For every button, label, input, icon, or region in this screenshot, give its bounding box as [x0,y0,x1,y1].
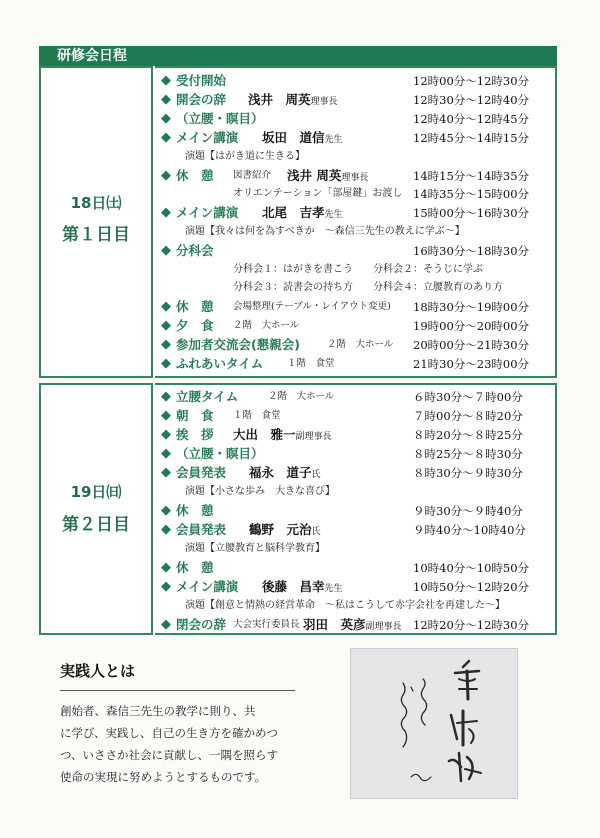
schedule-line [155,167,555,185]
event-time: ９時40分～10時40分 [413,523,526,537]
event-title: （立腰・瞑目） [176,111,264,126]
diamond-icon: ◆ [161,356,171,371]
speaker-name: 福永 道子氏 [249,465,321,480]
event-time: 12時45分～14時15分 [413,131,530,145]
calligraphy-image [350,648,518,799]
diamond-icon: ◆ [161,503,171,518]
schedule-line [155,426,555,444]
topic-text: 演題【創意と情熱の経営革命 ～私はこうして赤字会社を再建した～】 [185,600,505,611]
speaker-name: 浅井 周英理事長 [287,168,369,183]
event-title: 参加者交流会(懇親会) [176,337,300,352]
event-note: １階 食堂 [287,358,335,369]
event-title: 挨 拶 [176,427,214,442]
event-time: 10時40分～10時50分 [413,561,530,575]
event-time: 16時30分～18時30分 [413,244,530,258]
event-time: 21時30分～23時00分 [413,357,530,371]
diamond-icon: ◆ [161,617,171,632]
event-title: 会員発表 [176,522,227,537]
event-title: 分科会 [176,243,214,258]
schedule-line [155,355,555,373]
event-time: 12時30分～12時40分 [413,93,530,107]
calligraphy-strokes [351,649,517,798]
speaker-name: 羽田 英彦副理事長 [303,617,402,632]
diamond-icon: ◆ [161,243,171,258]
schedule-line [155,72,555,90]
event-title: ふれあいタイム [176,356,264,371]
event-time: 15時00分～16時30分 [413,206,530,220]
schedule-line [155,298,555,316]
diamond-icon: ◆ [161,427,171,442]
schedule-line [155,521,555,539]
event-note: ２階 大ホール [327,339,394,350]
event-time: ８時20分～８時25分 [413,428,523,442]
intro-line: 使命の実現に努めようとするものです。 [60,770,267,784]
event-title: 受付開始 [176,73,227,88]
breakout-sessions [155,261,555,279]
schedule-line [155,336,555,354]
event-title: （立腰・瞑目） [176,446,264,461]
event-title: 休 憩 [176,503,214,518]
day-2-date: 19日㈰ [70,483,122,501]
speaker-name: 坂田 道信先生 [262,130,343,145]
schedule-line [155,204,555,222]
event-title: 休 憩 [176,168,214,183]
event-time: 14時15分～14時35分 [413,169,530,183]
event-time: 19時00分～20時00分 [413,319,530,333]
speaker-name: 浅井 周英理事長 [248,92,338,107]
event-note: オリエンテーション「部屋鍵」お渡し [233,188,403,199]
schedule-line [155,110,555,128]
topic-text: 演題【立腰教育と脳科学教育】 [185,543,325,554]
intro-line: つ、いささか社会に貢献し、一隅を照らす [60,748,279,762]
speaker-honorific: 先生 [324,584,343,594]
schedule-line [155,185,555,203]
diamond-icon: ◆ [161,168,171,183]
event-title: 休 憩 [176,560,214,575]
event-title: 閉会の辞 [176,617,227,632]
day-1-panel [39,66,153,378]
lecture-topic [155,223,555,241]
event-title: 開会の辞 [176,92,227,107]
diamond-icon: ◆ [161,465,171,480]
event-title: 会員発表 [176,465,227,480]
intro-line: 創始者、森信三先生の教学に則り、共 [60,704,256,718]
diamond-icon: ◆ [161,92,171,107]
speaker-honorific: 理事長 [310,97,338,107]
speaker-honorific: 氏 [311,527,321,537]
event-time: 12時40分～12時45分 [413,112,530,126]
topic-text: 演題【小さな歩み 大きな喜び】 [185,486,335,497]
speaker-honorific: 氏 [311,470,321,480]
schedule-line [155,388,555,406]
speaker-honorific: 先生 [324,210,343,220]
diamond-icon: ◆ [161,389,171,404]
day-2-panel [39,383,153,635]
schedule-line [155,578,555,596]
intro-heading: 実践人とは [60,662,136,680]
schedule-line [155,464,555,482]
speaker-name: 北尾 吉孝先生 [262,205,343,220]
diamond-icon: ◆ [161,73,171,88]
schedule-line [155,559,555,577]
diamond-icon: ◆ [161,579,171,594]
event-note: 図書紹介 [233,170,272,181]
schedule-line [155,242,555,260]
event-time: ８時30分～９時30分 [413,466,523,480]
schedule-line [155,445,555,463]
intro-divider [60,690,295,691]
day-1-date: 18日㈯ [70,194,122,212]
topic-text: 演題【はがき道に生きる】 [185,151,305,162]
event-time: 20時00分～21時30分 [413,338,530,352]
intro-paragraph [60,700,312,788]
event-time: ６時30分～７時00分 [413,390,523,404]
schedule-line [155,407,555,425]
event-time: 10時50分～12時20分 [413,580,530,594]
intro-line: に学び、実践し、自己の生き方を確かめつ [60,726,279,740]
schedule-line [155,616,555,634]
schedule-line [155,502,555,520]
diamond-icon: ◆ [161,318,171,333]
session-text: 分科会３：読書会の持ち方 分科会４：立腰教育のあり方 [233,282,503,293]
event-title: メイン講演 [176,579,239,594]
speaker-honorific: 理事長 [341,173,369,183]
event-time: ８時25分～８時30分 [413,447,523,461]
schedule-header [39,46,557,66]
event-note: ２階 大ホール [268,391,335,402]
event-time: 18時30分～19時00分 [413,300,530,314]
session-text: 分科会１：はがきを書こう 分科会２：そうじに学ぶ [233,264,483,275]
day-2-schedule [155,383,557,635]
speaker-name: 後藤 昌幸先生 [262,579,343,594]
event-note: 会場整理(テーブル・レイアウト変更) [233,301,391,312]
lecture-topic [155,148,555,166]
lecture-topic [155,597,555,615]
speaker-honorific: 副理事長 [365,622,402,632]
diamond-icon: ◆ [161,299,171,314]
event-title: 休 憩 [176,299,214,314]
diamond-icon: ◆ [161,111,171,126]
day-1-label: 第１日目 [62,225,130,245]
diamond-icon: ◆ [161,446,171,461]
diamond-icon: ◆ [161,205,171,220]
event-note: 大会実行委員長 [233,619,300,630]
event-note: ２階 大ホール [233,320,300,331]
diamond-icon: ◆ [161,522,171,537]
speaker-honorific: 副理事長 [295,432,332,442]
event-title: 立腰タイム [176,389,239,404]
schedule-line [155,129,555,147]
event-title: 朝 食 [176,408,214,423]
schedule-title: 研修会日程 [57,48,127,64]
event-title: メイン講演 [176,130,239,145]
event-title: 夕 食 [176,318,214,333]
diamond-icon: ◆ [161,337,171,352]
event-time: 12時20分～12時30分 [413,618,530,632]
day-1-schedule [155,66,557,378]
event-time: 12時00分～12時30分 [413,74,530,88]
event-title: メイン講演 [176,205,239,220]
lecture-topic [155,540,555,558]
speaker-honorific: 先生 [324,135,343,145]
diamond-icon: ◆ [161,560,171,575]
event-note: １階 食堂 [233,410,281,421]
diamond-icon: ◆ [161,408,171,423]
diamond-icon: ◆ [161,130,171,145]
lecture-topic [155,483,555,501]
speaker-name: 鶴野 元治氏 [249,522,321,537]
event-time: 14時35分～15時00分 [413,187,530,201]
event-time: ９時30分～９時40分 [413,504,523,518]
breakout-sessions [155,279,555,297]
speaker-name: 大出 雅一副理事長 [233,427,332,442]
event-time: ７時00分～８時20分 [413,409,523,423]
day-2-label: 第２日目 [62,515,130,535]
schedule-line [155,91,555,109]
topic-text: 演題【我々は何を為すべきか ～森信三先生の教えに学ぶ～】 [185,226,465,237]
schedule-line [155,317,555,335]
